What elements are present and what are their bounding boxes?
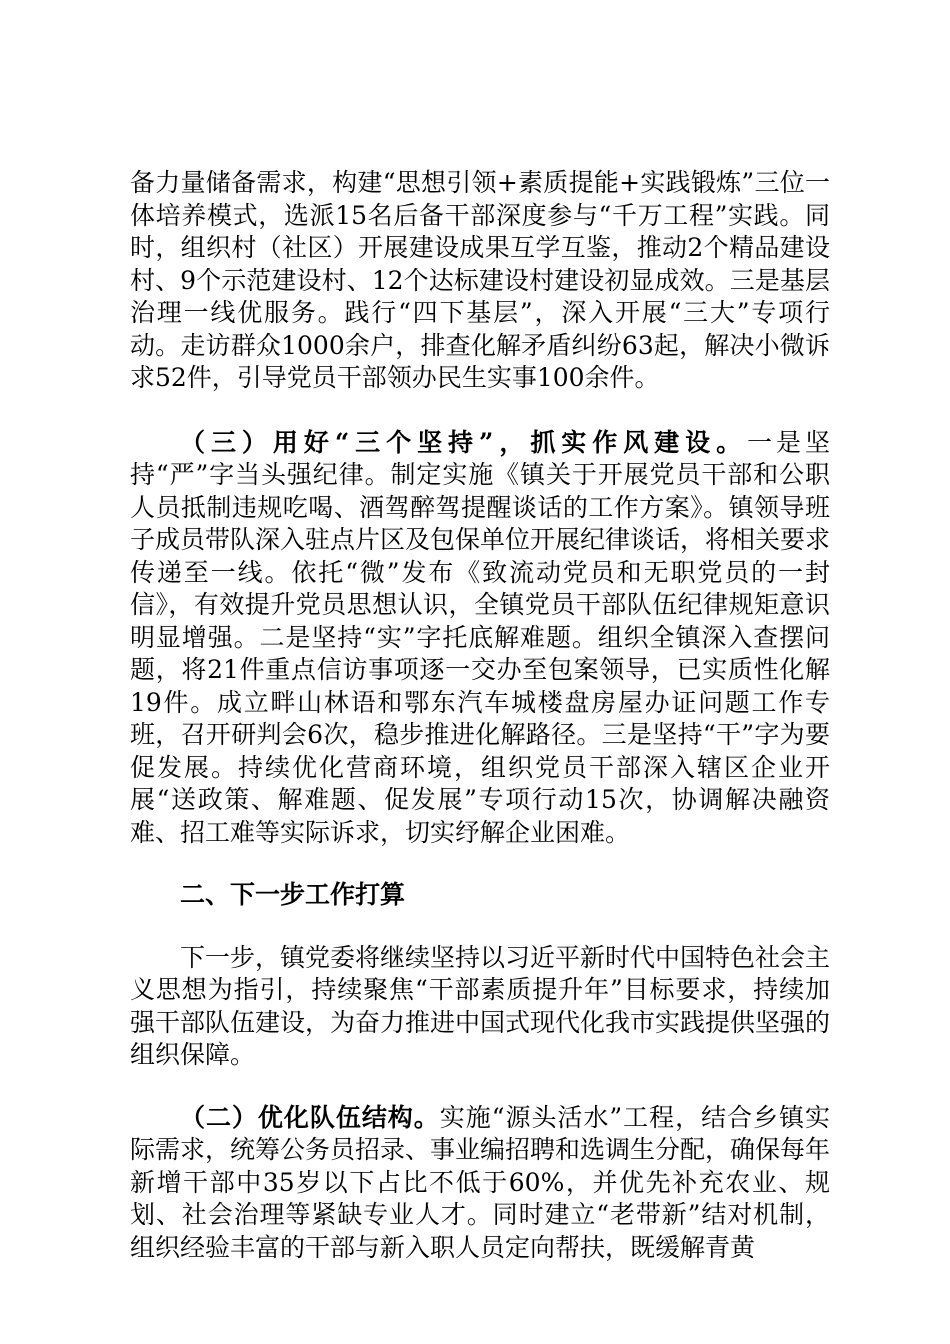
paragraph-continuation: 备力量储备需求，构建“思想引领+素质提能+实践锻炼”三位一体培养模式，选派15名后备干部深度参与“千万工程”实践。同时，组织村（社区）开展建设成果互学互鉴，推动2个精品建设村、9个示范建设村、12个达标建设村建设初显成效。三是基层治理一线优服务。践行“四下基层”，深入开展“三大”专项行动。走访群众1000余户，排查化解矛盾纠纷63起，解决小微诉求52件，引导党员干部领办民生实事100余件。 [130,168,830,392]
subsection-body-work-style: 一是坚持“严”字当头强纪律。制定实施《镇关于开展党员干部和公职人员抵制违规吃喝、酒驾醉驾提醒谈话的工作方案》。镇领导班子成员带队深入驻点片区及包保单位开展纪律谈话，将相关要求传递至一线。依托“微”发布《致流动党员和无职党员的一封信》，有效提升党员思想认识，全镇党员干部队伍纪律规矩意识明显增强。二是坚持“实”字托底解难题。组织全镇深入查摆问题，将21件重点信访事项逐一交办至包案领导，已实质性化解19件。成立畔山林语和鄂东汽车城楼盘房屋办证问题工作专班，召开研判会6次，稳步推进化解路径。三是坚持“干”字为要促发展。持续优化营商环境，组织党员干部深入辖区企业开展“送政策、解难题、促发展”专项行动15次，协调解决融资难、招工难等实际诉求，切实纾解企业困难。 [130,427,831,847]
document-page [130,167,830,1264]
paragraph-next-steps-intro: 下一步，镇党委将继续坚持以习近平新时代中国特色社会主义思想为指引，持续聚焦“干部素质提升年”目标要求，持续加强干部队伍建设，为奋力推进中国式现代化我市实践提供坚强的组织保障。 [130,942,831,1069]
paragraph-team-structure [130,1102,830,1265]
subsection-heading-three-adherences: （三）用好“三个坚持”，抓实作风建设。 [180,427,748,457]
section-heading-next-steps: 二、下一步工作打算 [180,880,406,909]
subsection-body-team-structure: 实施“源头活水”工程，结合乡镇实际需求，统筹公务员招录、事业编招聘和选调生分配，确保每年新增干部中35岁以下占比不低于60%，并优先补充农业、规划、社会治理等紧缺专业人才。同时建立“老带新”结对机制，组织经验丰富的干部与新入职人员定向帮扶，既缓解青黄 [130,1102,831,1262]
subsection-heading-team-structure: （二）优化队伍结构。 [180,1102,440,1132]
paragraph-work-style [130,427,830,850]
